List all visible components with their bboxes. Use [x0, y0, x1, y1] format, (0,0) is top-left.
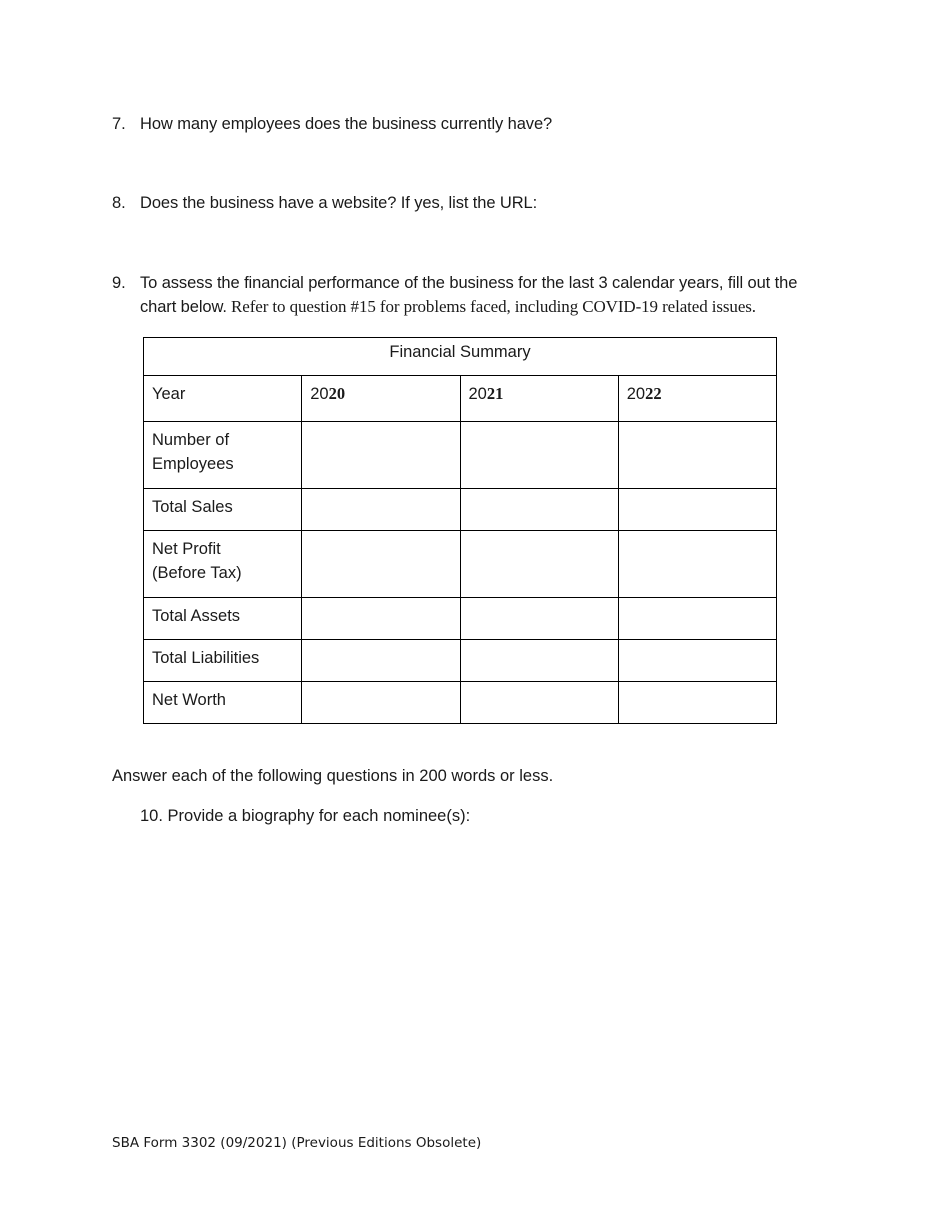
question-number: 8.: [112, 194, 126, 212]
question-text-line2: [112, 295, 832, 319]
row-label: Total Assets: [144, 598, 302, 640]
year-prefix: 20: [626, 385, 646, 403]
year-cell: [460, 376, 618, 422]
input-cell[interactable]: [302, 682, 460, 724]
question-7: [112, 112, 552, 136]
question-text: Does the business have a website? If yes, list the URL:: [140, 194, 538, 212]
input-cell[interactable]: [302, 422, 460, 489]
question-8: [112, 191, 537, 215]
input-cell[interactable]: [302, 531, 460, 598]
row-label-line: (Before Tax): [152, 564, 242, 582]
row-label-line: Net Profit: [152, 540, 221, 558]
instruction-text: Answer each of the following questions in 200 words or less.: [112, 767, 554, 785]
question-number: 7.: [112, 115, 126, 133]
input-cell[interactable]: [618, 640, 776, 682]
table-row: [144, 422, 777, 489]
row-label: Total Sales: [144, 489, 302, 531]
row-label: [144, 531, 302, 598]
year-suffix: 20: [328, 384, 346, 403]
question-text-part: chart below.: [140, 298, 227, 316]
table-title: Financial Summary: [144, 338, 777, 376]
input-cell[interactable]: [460, 422, 618, 489]
input-cell[interactable]: [302, 598, 460, 640]
row-label-line: Employees: [152, 455, 234, 473]
input-cell[interactable]: [618, 531, 776, 598]
input-cell[interactable]: [302, 640, 460, 682]
financial-summary-table: [143, 337, 777, 724]
input-cell[interactable]: [460, 640, 618, 682]
row-label-line: Number of: [152, 431, 230, 449]
input-cell[interactable]: [460, 489, 618, 531]
input-cell[interactable]: [460, 682, 618, 724]
question-9: [112, 271, 832, 319]
input-cell[interactable]: [618, 422, 776, 489]
table-row: [144, 376, 777, 422]
table-row: [144, 531, 777, 598]
question-number: 9.: [112, 274, 126, 292]
row-label: Total Liabilities: [144, 640, 302, 682]
input-cell[interactable]: [618, 598, 776, 640]
table-row: [144, 682, 777, 724]
year-cell: [302, 376, 460, 422]
row-label: Year: [144, 376, 302, 422]
year-prefix: 20: [468, 385, 487, 403]
row-label: Net Worth: [144, 682, 302, 724]
year-suffix: 22: [645, 384, 662, 403]
form-footer: SBA Form 3302 (09/2021) (Previous Editions Obsolete): [112, 1135, 482, 1151]
table-row: [144, 640, 777, 682]
year-prefix: 20: [310, 385, 329, 403]
input-cell[interactable]: [460, 531, 618, 598]
question-text-part: Refer to question #15 for problems faced, including COVID-19 related issues.: [226, 297, 756, 316]
input-cell[interactable]: [460, 598, 618, 640]
row-label: [144, 422, 302, 489]
question-text: How many employees does the business currently have?: [140, 115, 553, 133]
question-10: 10. Provide a biography for each nominee(s):: [140, 807, 471, 825]
year-suffix: 21: [486, 384, 504, 403]
question-text-line1: To assess the financial performance of the business for the last 3 calendar years, fill out the: [140, 274, 798, 292]
table-row: [144, 598, 777, 640]
input-cell[interactable]: [302, 489, 460, 531]
table-row: [144, 489, 777, 531]
input-cell[interactable]: [618, 489, 776, 531]
year-cell: [618, 376, 776, 422]
input-cell[interactable]: [618, 682, 776, 724]
